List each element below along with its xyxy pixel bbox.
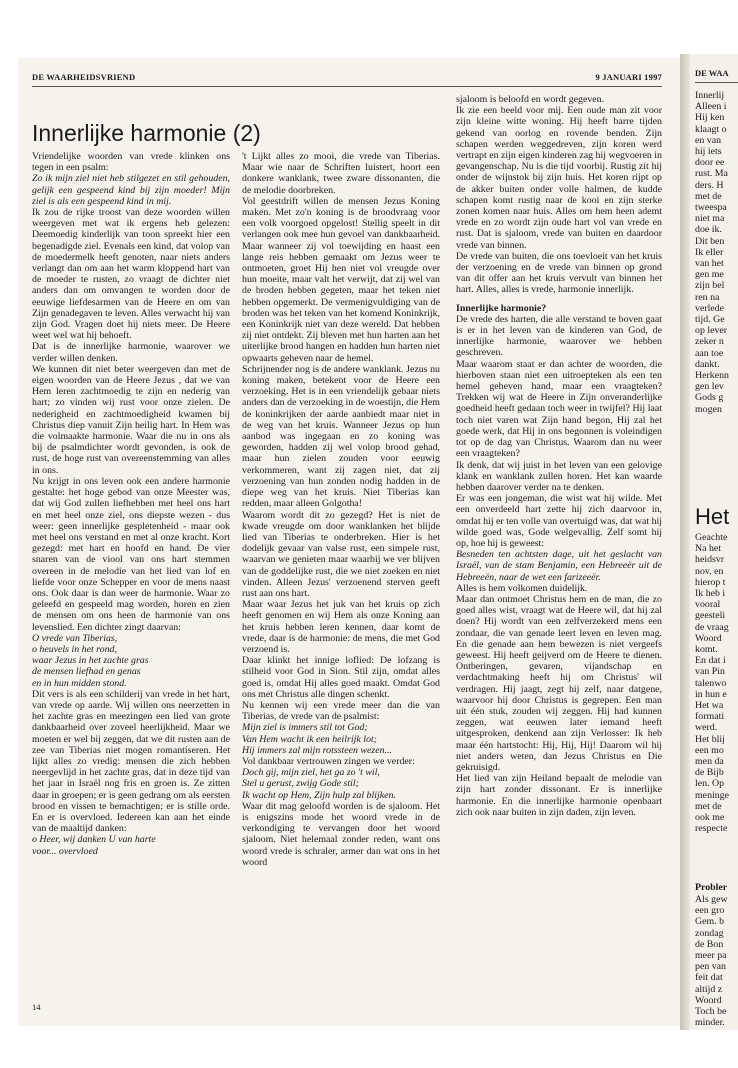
verse-line: Doch gij, mijn ziel, het ga zo 't wil, xyxy=(242,767,380,779)
cropped-line: pen van xyxy=(695,961,726,973)
header-date: 9 JANUARI 1997 xyxy=(595,72,662,82)
paragraph: Daar klinkt het innige loflied: De lofzang is stilheid voor God in Sion. Stil zijn, omdat alles goed is, omdat Hij alles goed maakt. Omdat God ons met Christus alle dingen schenkt. xyxy=(242,655,440,700)
left-page xyxy=(18,58,680,1026)
next-page-title: Het xyxy=(695,504,730,529)
paragraph: 't Lijkt alles zo mooi, die vrede van Tiberias. Maar wie naar de Schriften luistert, hoort een donkere wanklank, twee zware dissonanten, die de melodie doorbreken. xyxy=(242,151,440,196)
cropped-line: Geachte xyxy=(695,532,728,543)
cropped-line: de vraag xyxy=(695,621,729,633)
paragraph: Nu kennen wij een vrede meer dan die van Tiberias, de vrede van de psalmist: xyxy=(242,699,440,723)
cropped-line: zijn bel xyxy=(695,280,725,292)
article-column-2 xyxy=(242,151,440,868)
article-column-3 xyxy=(456,94,662,818)
paragraph: Er was een jongeman, die wist wat hij wilde. Met een onverdeeld hart zette hij zich daarvoor in, omdat hij er ten volle van overtuigd was, dat wat hij wilde goed was, Gode welgevallig. Zelf somt hij op, hoe hij is geweest: xyxy=(456,493,662,549)
cropped-line: ren na xyxy=(695,291,720,303)
running-header xyxy=(32,72,662,84)
paragraph: Ik zou de rijke troost van deze woorden willen weergeven met wat ik ergens heb gelezen: Deemoedig kinderlijk van toon spreekt hier een begenadigde ziel. Evenals een kind, dat volop van de moedermelk heeft genoten, naar niets anders verlangt dan om aan het warm kloppend hart van de moeder te rusten, zo vraagt de dichter niet anders dan om omvangen te worden door de eeuwige liefdesarmen van de Heere en om van Zijn genadegaven te leven. Alles verwacht hij van zijn God. Vragen doet hij niets meer. De Heere weet wel wat hij behoeft. xyxy=(32,207,230,342)
cropped-line: Na het xyxy=(695,543,722,555)
verse-line: Stel u gerust, zwijg Gode stil; xyxy=(242,778,359,790)
verse-line: O vrede van Tiberias, xyxy=(32,632,118,644)
cropped-line: meer pa xyxy=(695,950,727,962)
cropped-line: door ee xyxy=(695,157,725,169)
next-page-column-a xyxy=(695,90,729,415)
cropped-line: werd. xyxy=(695,722,718,734)
cropped-line: feit dat xyxy=(695,972,723,984)
cropped-line: met de xyxy=(695,190,722,202)
paragraph: Zo ik mijn ziel niet heb stilgezet en stil gehouden, gelijk een gespeend kind bij zijn moeder! Mijn ziel is als een gespeend kind in mij. xyxy=(32,173,230,207)
cropped-line: ders. H xyxy=(695,179,724,191)
paragraph: De vrede van buiten, die ons toevloeit van het kruis der verzoening en de vrede van binnen op grond van dit offer aan het kruis vervult van binnen het hart. Alles, alles is vrede, harmonie innerlijk. xyxy=(456,250,662,296)
cropped-line: Hij ken xyxy=(695,112,725,124)
next-page-rule xyxy=(695,82,738,83)
cropped-line: in hun e xyxy=(695,688,727,700)
cropped-line: Alleen i xyxy=(695,101,727,113)
cropped-line: Ik heb i xyxy=(695,588,726,600)
cropped-line: Innerlij xyxy=(695,90,725,101)
cropped-line: vooral xyxy=(695,599,721,611)
section-heading: Innerlijke harmonie? xyxy=(456,302,547,314)
cropped-line: Woord xyxy=(695,994,722,1006)
paragraph: Besneden ten achtsten dage, uit het geslacht van Israël, van de stam Benjamin, een Hebreeër uit de Hebreeën, naar de wet een farizeeër. xyxy=(456,549,662,583)
cropped-line: Als gew xyxy=(695,894,728,905)
cropped-line: nov. en xyxy=(695,565,724,577)
next-page-header: DE WAA xyxy=(695,68,729,78)
cropped-line: gen lev xyxy=(695,381,724,393)
verse-line: Van Hem wacht ik een heilrijk lot; xyxy=(242,733,377,745)
paragraph: We kunnen dit niet beter weergeven dan met de eigen woorden van de Heere Jezus , dat we van Hem leren zachtmoedig te zijn en nederig van hart; zo vinden wij rust voor onze zielen. De nederigheid en zachtmoedigheid kwamen bij Christus diep vanuit Zijn heilig hart. In Hem was die volmaakte harmonie. Waar die nu in ons als bij de psalmdichter wordt gevonden, is ook de rust, de hoge rust van overeenstemming van alles in ons. xyxy=(32,363,230,476)
cropped-line: van Pin xyxy=(695,666,725,678)
verse-line: o Heer, wij danken U van harte xyxy=(32,834,156,846)
paragraph: Maar dan ontmoet Christus hem en de man, die zo goed alles wist, vraagt wat de Heere wil, dat hij zal doen? Hij wordt van een zelfverzekerd mens een zondaar, die van genade leert leven en leven mag. En die genade aan hem bewezen is niet vergeefs geweest. Hij heeft geijverd om de Heere te dienen. Ontberingen, gevaren, vijandschap en verdachtmaking heeft hij om Christus' wil verdragen. Hij jaagt, zegt hij zelf, naar datgene, waarvoor hij door Christus is gegrepen. Een man uit één stuk, zouden wij zeggen. Hij had kunnen zeggen, wat eeuwen later iemand heeft uitgesproken, denkend aan zijn Verlosser: Ik heb maar één hartstocht: Hij, Hij, Hij! Daarom wil hij niet anders weten, dan Jezus Christus en Die gekruisigd. xyxy=(456,593,662,773)
cropped-line: Dit ben xyxy=(695,235,725,247)
cropped-line: Het blij xyxy=(695,733,725,745)
page-number: 14 xyxy=(32,1002,41,1012)
cropped-line: hierop t xyxy=(695,576,726,588)
verse-line: o heuvels in het rond, xyxy=(32,643,117,655)
paragraph: Nu krijgt in ons leven ook een andere harmonie gestalte: het hoge gebod van onze Meester was, dat wij God zullen liefhebben met heel ons hart en met heel onze ziel, ons diepste wezen - dus weer: geen innerlijke gespletenheid - maar ook met heel ons verstand en met al onze kracht. Kort gezegd: met hart en hoofd en hand. De vier snaren van de viool van ons hart stemmen overeen in de melodie van het lied van lof en liefde voor onze Schepper en voor de mens naast ons. Ook daar is dan weer de harmonie. Waar zo geleefd en gespeeld mag worden, horen en zien de mensen om ons heen de harmonie van ons levenslied. Een dichter zingt daarvan: xyxy=(32,475,230,633)
cropped-line: gen me xyxy=(695,269,724,281)
verse-line: waar Jezus in het zachte gras xyxy=(32,655,149,667)
cropped-line: minder. xyxy=(695,1017,725,1029)
cropped-line: Woord xyxy=(695,632,722,644)
cropped-line: mogen xyxy=(695,403,722,415)
cropped-line: formati xyxy=(695,711,725,723)
cropped-line: en van xyxy=(695,134,722,146)
right-page-edge xyxy=(690,54,738,1030)
cropped-line: len. Op xyxy=(695,778,725,790)
paragraph: Waar dit mag geloofd worden is de sjaloom. Het is enigszins mode het woord vrede in de verkondiging te vervangen door het woord sjaloom. Niet helemaal zonder reden, want ons woord vrede is schraler, armer dan wat ons in het woord xyxy=(242,800,440,868)
cropped-line: een gro xyxy=(695,905,725,917)
next-page-column-c xyxy=(695,894,728,1028)
paragraph: De vrede des harten, die alle verstand te boven gaat is er in het leven van de kinderen van God, de innerlijke harmonie, waarover we hebben geschreven. xyxy=(456,313,662,359)
verse-line: de mensen liefhad en genas xyxy=(32,666,141,678)
paragraph: Dat is de innerlijke harmonie, waarover we verder willen denken. xyxy=(32,341,230,364)
cropped-line: aan toe xyxy=(695,347,724,359)
cropped-line: dankt. xyxy=(695,358,720,370)
paragraph: Vriendelijke woorden van vrede klinken ons tegen in een psalm: xyxy=(32,151,230,174)
paragraph: Vol geestdrift willen de mensen Jezus Koning maken. Met zo'n koning is de broodvraag voor een volk voorgoed opgelost! Stellig speelt in dit verlangen ook mee hun gevoel van dankbaarheid. Maar wanneer zij vol toewijding en haast een lange reis hebben gemaakt om Jezus weer te ontmoeten, groet Hij hen niet vol vreugde over hun moeite, maar valt het verwijt, dat zij wel van de broden hebben gegeten, maar het teken niet hebben opgemerkt. De vermenigvuldiging van de broden was het teken van het komend Koninkrijk, een Koninkrijk niet van deze wereld. Dat hebben zij niet ontdekt. Zij bleven met hun harten aan het uiterlijke brood hangen en hadden hun harten niet opwaarts geheven naar de hemel. xyxy=(242,195,440,364)
paragraph: Maar waar Jezus het juk van het kruis op zich heeft genomen en wij Hem als onze Koning aan het kruis hebben leren kennen, daar komt de vrede, daar is de harmonie: de mens, die met God verzoend is. xyxy=(242,599,440,655)
cropped-line: niet ma xyxy=(695,213,725,225)
verse-line: Mijn ziel is immers stil tot God; xyxy=(242,722,368,734)
verse-line: Hij immers zal mijn rotssteen wezen... xyxy=(242,744,392,756)
cropped-line: klaagt o xyxy=(695,123,727,135)
next-page-column-b xyxy=(695,532,729,834)
cropped-line: rust. Ma xyxy=(695,168,728,180)
cropped-line: respecte xyxy=(695,823,728,835)
book-gutter xyxy=(680,54,690,1030)
cropped-line: tweespa xyxy=(695,202,727,214)
cropped-line: ook me xyxy=(695,812,725,824)
paragraph: Vol dankbaar vertrouwen zingen we verder: xyxy=(242,755,415,767)
cropped-line: op lever xyxy=(695,325,728,337)
paragraph: Het lied van zijn Heiland bepaalt de melodie van zijn hart zonder dissonant. Er is innerlijke harmonie. En die innerlijke harmonie openbaart zich ook naar buiten in zijn daden, zijn leven. xyxy=(456,773,662,818)
paragraph: sjaloom is beloofd en wordt gegeven. xyxy=(456,94,605,105)
cropped-line: Toch be xyxy=(695,1006,727,1018)
paragraph: Ik denk, dat wij juist in het leven van een gelovige klank en wanklank zullen horen. Het kan waarde hebben daarover verder na te denken. xyxy=(456,459,662,493)
next-page-subheading: Probler xyxy=(695,882,728,893)
cropped-line: Ik eller xyxy=(695,246,724,258)
article-column-1 xyxy=(32,151,230,857)
cropped-line: geesteli xyxy=(695,610,726,622)
header-publication: DE WAARHEIDSVRIEND xyxy=(32,72,136,82)
cropped-line: zeker n xyxy=(695,336,724,348)
verse-line: en in hun midden stond. xyxy=(32,677,127,689)
cropped-line: men da xyxy=(695,756,724,768)
paragraph: Waarom wordt dit zo gezegd? Het is niet de kwade vreugde om door wanklanken het blijde lied van Tiberias te onderbreken. Hier is het dodelijk gevaar van valse rust, een simpele rust, waarvan we genieten maar waarbij we ver blijven van de goddelijke rust, die we niet zoeken en niet vinden. Alleen Jezus' verzoenend sterven geeft rust aan ons hart. xyxy=(242,509,440,599)
cropped-line: meninge xyxy=(695,789,730,801)
header-rule xyxy=(32,86,662,87)
cropped-line: komt. xyxy=(695,644,718,656)
paragraph: Ik zie een beeld voor mij. Een oude man zit voor zijn kleine witte woning. Hij heeft barre tijden gekend van oorlog en rovende benden. Zijn schapen werden weggedreven, zijn koren werd vertrapt en zijn eigen kinderen zag hij wegvoeren in gevangenschap. Nu is die tijd voorbij. Rustig zit hij onder de wijnstok bij zijn huis. Het koren rijpt op de akker buiten onder volle halmen, de kudde schapen komt rustig naar de kooi en zijn sterke zonen komen naar huis. Alles om hem heen ademt vrede en zo wordt zijn oude hart vol van vrede en rust. Dat is sjaloom, vrede van buiten en daardoor vrede van binnen. xyxy=(456,105,662,251)
cropped-line: de Bijb xyxy=(695,767,724,779)
cropped-line: tijd. Ge xyxy=(695,314,725,326)
cropped-line: doe ik. xyxy=(695,224,722,236)
article-title: Innerlijke harmonie (2) xyxy=(32,120,261,146)
cropped-line: een mo xyxy=(695,744,724,756)
cropped-line: Gem. b xyxy=(695,916,725,928)
verse-line: voor... overvloed xyxy=(32,845,98,857)
cropped-line: de Bon xyxy=(695,938,724,950)
cropped-line: Gods g xyxy=(695,392,724,404)
paragraph: Maar waarom staat er dan achter de woorden, die hierboven staan niet een uitroepteken als een ten hemel geheven hand, maar een vraagteken? Trekken wij wat de Heere in Zijn onveranderlijke goedheid heeft gedaan toch weer in twijfel? Hij laat toch niet varen wat Zijn hand begon, Hij zal het goede werk, dat Hij in ons begonnen is voleindigen tot op de dag van Christus. Waarom dan nu weer een vraagteken? xyxy=(456,358,662,460)
paragraph: Dit vers is als een schilderij van vrede in het hart, van vrede op aarde. Wij willen ons neerzetten in het zachte gras en meezingen een lied van grote dankbaarheid over zoveel heerlijkheid. Maar we moeten er wel bij zeggen, dat we dit rusten aan de zee van Tiberias niet mogen romantiseren. Het lijkt alles zo vredig: mensen die zich hebben neergevlijd in het zachte gras, dat in deze tijd van het jaar in Israël nog fris en groen is. Ze zitten daar in groepen; er is geen gedrang om als eersten brood en vissen te bemachtigen; er is stille orde. En er is overvloed. Iedereen kan aan het einde van de maaltijd danken: xyxy=(32,688,230,835)
cropped-line: En dat i xyxy=(695,655,726,667)
paragraph: Alles is hem volkomen duidelijk. xyxy=(456,582,588,594)
cropped-line: Het wa xyxy=(695,700,724,712)
paragraph: Schrijnender nog is de andere wanklank. Jezus nu koning maken, betekent voor de Heere een verzoeking. Het is in een vriendelijk gebaar niets anders dan de verzoeking in de woestijn, die Hem de koninkrijken der aarde aanbiedt maar niet in de weg van het kruis. Wanneer Jezus op hun aanbod was ingegaan en zo koning was geworden, hadden zij wel volop brood gehad, maar hun zielen zouden voor eeuwig verkommeren, want zij zagen niet, dat zij verzoening van hun zonden nodig hadden in de diepe weg van het kruis. Niet Tiberias kan redden, maar alleen Golgotha! xyxy=(242,363,440,510)
cropped-line: Herkenn xyxy=(695,370,729,382)
cropped-line: verlede xyxy=(695,302,725,314)
verse-line: Ik wacht op Hem, Zijn hulp zal blijken. xyxy=(242,789,396,801)
cropped-line: talenwo xyxy=(695,677,727,689)
cropped-line: altijd z xyxy=(695,983,723,995)
cropped-line: zondag xyxy=(695,927,724,939)
cropped-line: hij iets xyxy=(695,146,722,158)
cropped-line: heidsvr xyxy=(695,554,725,566)
cropped-line: met de xyxy=(695,800,722,812)
cropped-line: van het xyxy=(695,258,724,270)
